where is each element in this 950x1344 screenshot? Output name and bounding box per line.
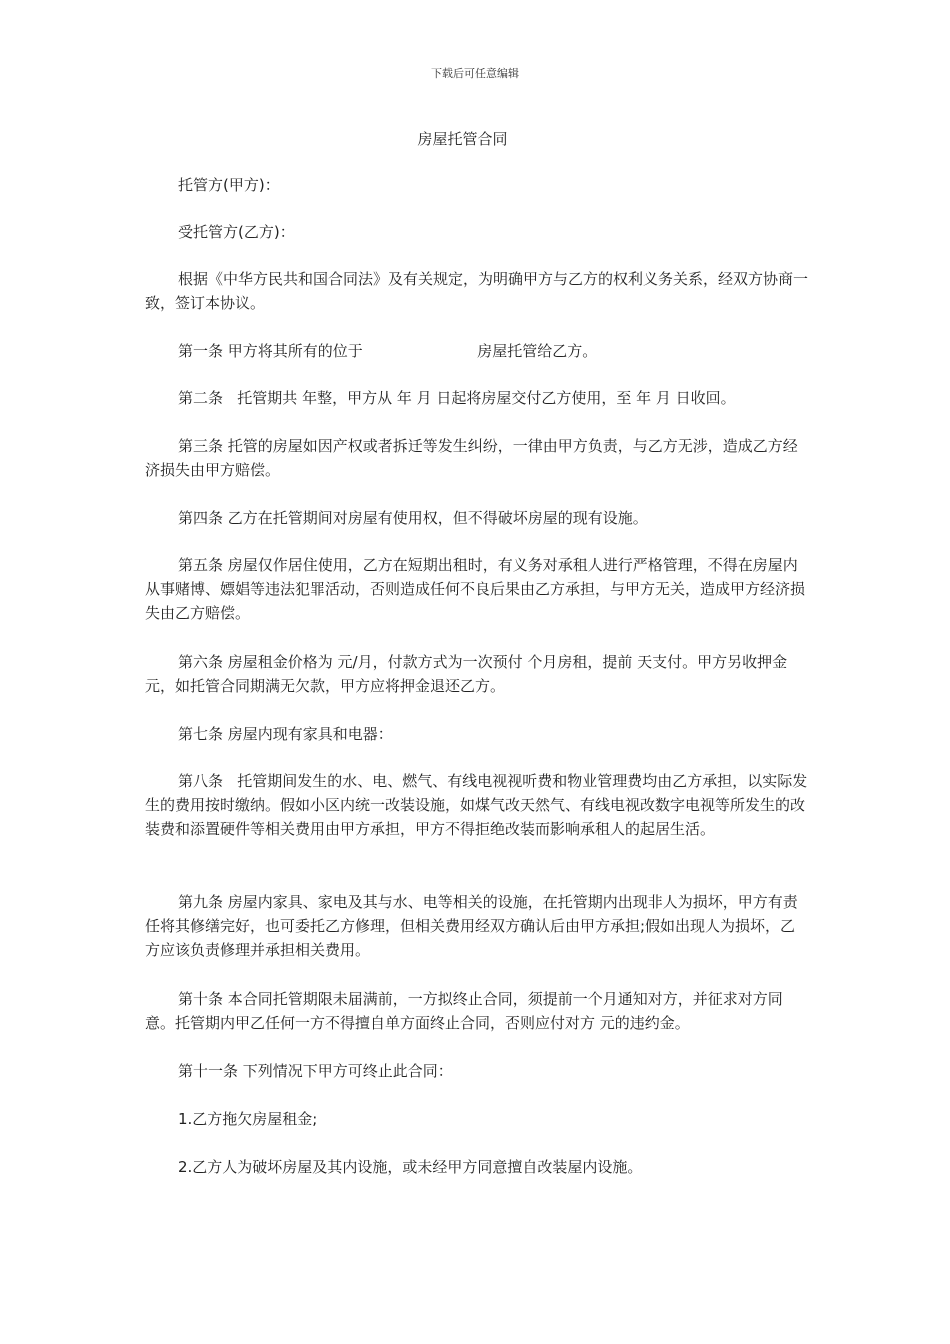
clause-8: 第八条 托管期间发生的水、电、燃气、有线电视视听费和物业管理费均由乙方承担，以实际发生的费用按时缴纳。假如小区内统一改装设施，如煤气改天然气、有线电视改数字电视等所发生的改装费和添置硬件等相关费用由甲方承担，甲方不得拒绝改装而影响承租人的起居生活。 — [145, 772, 808, 838]
header-note: 下载后可任意编辑 — [431, 67, 519, 80]
clause-11-item-2: 2.乙方人为破坏房屋及其内设施，或未经甲方同意擅自改装屋内设施。 — [178, 1158, 643, 1176]
clause-11: 第十一条 下列情况下甲方可终止此合同： — [178, 1062, 453, 1080]
clause-3: 第三条 托管的房屋如因产权或者拆迁等发生纠纷，一律由甲方负责，与乙方无涉，造成乙方经济损失由甲方赔偿。 — [145, 437, 798, 479]
clause-party-b: 受托管方(乙方)： — [178, 223, 295, 241]
clause-6: 第六条 房屋租金价格为 元/月，付款方式为一次预付 个月房租，提前 天支付。甲方另收押金 元，如托管合同期满无欠款，甲方应将押金退还乙方。 — [145, 653, 792, 695]
clause-10: 第十条 本合同托管期限未届满前，一方拟终止合同，须提前一个月通知对方，并征求对方同意。托管期内甲乙任何一方不得擅自单方面终止合同，否则应付对方 元的违约金。 — [145, 990, 783, 1032]
clause-4: 第四条 乙方在托管期间对房屋有使用权，但不得破坏房屋的现有设施。 — [178, 509, 648, 527]
clause-preamble: 根据《中华方民共和国合同法》及有关规定，为明确甲方与乙方的权利义务关系，经双方协商一致，签订本协议。 — [145, 270, 809, 312]
clause-1: 第一条 甲方将其所有的位于 房屋托管给乙方。 — [178, 342, 598, 360]
clause-2: 第二条 托管期共 年整，甲方从 年 月 日起将房屋交付乙方使用，至 年 月 日收回。 — [178, 389, 736, 407]
clause-9: 第九条 房屋内家具、家电及其与水、电等相关的设施，在托管期内出现非人为损坏，甲方有责任将其修缮完好，也可委托乙方修理，但相关费用经双方确认后由甲方承担;假如出现人为损坏，乙方应该负责修理并承担相关费用。 — [145, 893, 798, 959]
clause-7: 第七条 房屋内现有家具和电器： — [178, 725, 393, 743]
clause-party-a: 托管方(甲方)： — [178, 176, 280, 194]
document-title: 房屋托管合同 — [417, 130, 508, 148]
clause-5: 第五条 房屋仅作居住使用，乙方在短期出租时，有义务对承租人进行严格管理，不得在房屋内从事赌博、嫖娼等违法犯罪活动，否则造成任何不良后果由乙方承担，与甲方无关，造成甲方经济损失由乙方赔偿。 — [145, 556, 806, 622]
clause-11-item-1: 1.乙方拖欠房屋租金; — [178, 1110, 318, 1128]
